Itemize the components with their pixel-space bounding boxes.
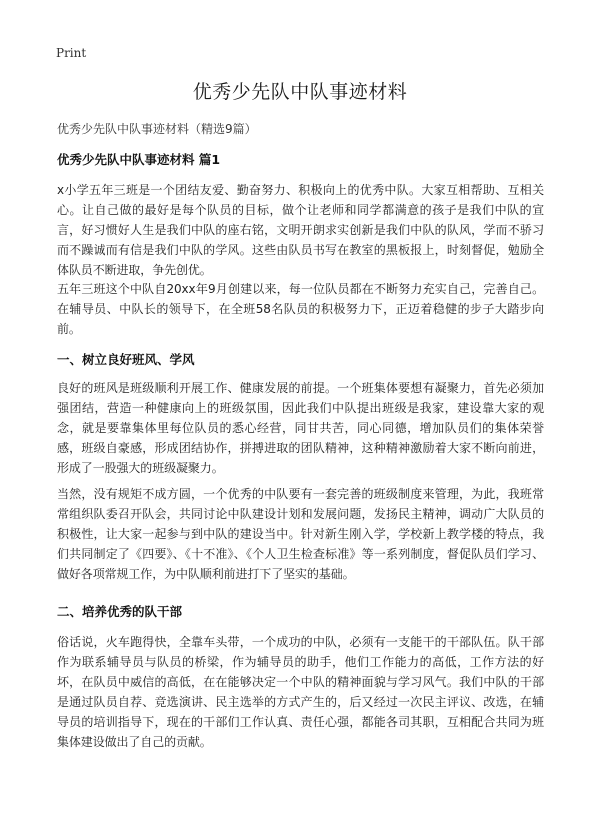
article-heading: 优秀少先队中队事迹材料 篇1 [57, 152, 221, 167]
paragraph-class-style: 良好的班风是班级顺利开展工作、健康发展的前提。一个班集体要想有凝聚力，首先必须加强团结，营造一种健康向上的班级氛围，因此我们中队提出班级是我家，建设靠大家的观念，就是要靠集体里每位队员的悉心经营，同甘共苦，同心同德，增加队员们的集体荣誉感，班级自豪感，形成团结协作，拼搏进取的团队精神，这种精神激励着大家不断向前进，形成了一股强大的班级凝聚力。 [57, 381, 544, 475]
paragraph-intro: x小学五年三班是一个团结友爱、勤奋努力、积极向上的优秀中队。大家互相帮助、互相关心。让自己做的最好是每个队员的目标，做个让老师和同学都满意的孩子是我们中队的宣言，好习惯好人生是我们中队的座右铭，文明开朗求实创新是我们中队的队风，学而不骄习而不躁诚而有信是我们中队的学风。这些由队员书写在教室的黑板报上，时刻督促，勉励全体队员不断进取，争先创优。 [57, 183, 544, 277]
paragraph-cadres: 俗话说，火车跑得快，全靠车头带，一个成功的中队，必须有一支能干的干部队伍。队干部作为联系辅导员与队员的桥梁，作为辅导员的助手，他们工作能力的高低，工作方法的好坏，在队员中威信的高低，在在能够决定一个中队的精神面貌与学习风气。我们中队的干部是通过队员自荐、竞选演讲、民主选举的方式产生的，后又经过一次民主评议、改选，在辅导员的培训指导下，现在的干部们工作认真、责任心强，都能各司其职，互相配合共同为班集体建设做出了自己的贡献。 [57, 635, 544, 749]
document-subtitle: 优秀少先队中队事迹材料（精选9篇） [57, 122, 257, 136]
paragraph-founding: 五年三班这个中队自20xx年9月创建以来，每一位队员都在不断努力充实自己，完善自己。在辅导员、中队长的领导下，在全班58名队员的积极努力下，正迈着稳健的步子大踏步向前。 [57, 282, 544, 336]
section-heading-class-style: 一、树立良好班风、学风 [57, 352, 195, 367]
section-heading-cadres: 二、培养优秀的队干部 [57, 604, 183, 619]
print-link[interactable]: Print [56, 46, 87, 60]
paragraph-rules: 当然，没有规矩不成方圆，一个优秀的中队要有一套完善的班级制度来管理，为此，我班常常组织队委召开队会，共同讨论中队建设计划和发展问题，发扬民主精神，调动广大队员的积极性，让大家一起参与到中队的建设当中。针对新生刚入学，学校新上教学楼的特点，我们共同制定了《四要》、《十不准》、《个人卫生检查标准》等一系列制度，督促队员们学习、做好各项常规工作，为中队顺利前进打下了坚实的基础。 [57, 487, 544, 581]
page-title: 优秀少先队中队事迹材料 [192, 81, 408, 103]
